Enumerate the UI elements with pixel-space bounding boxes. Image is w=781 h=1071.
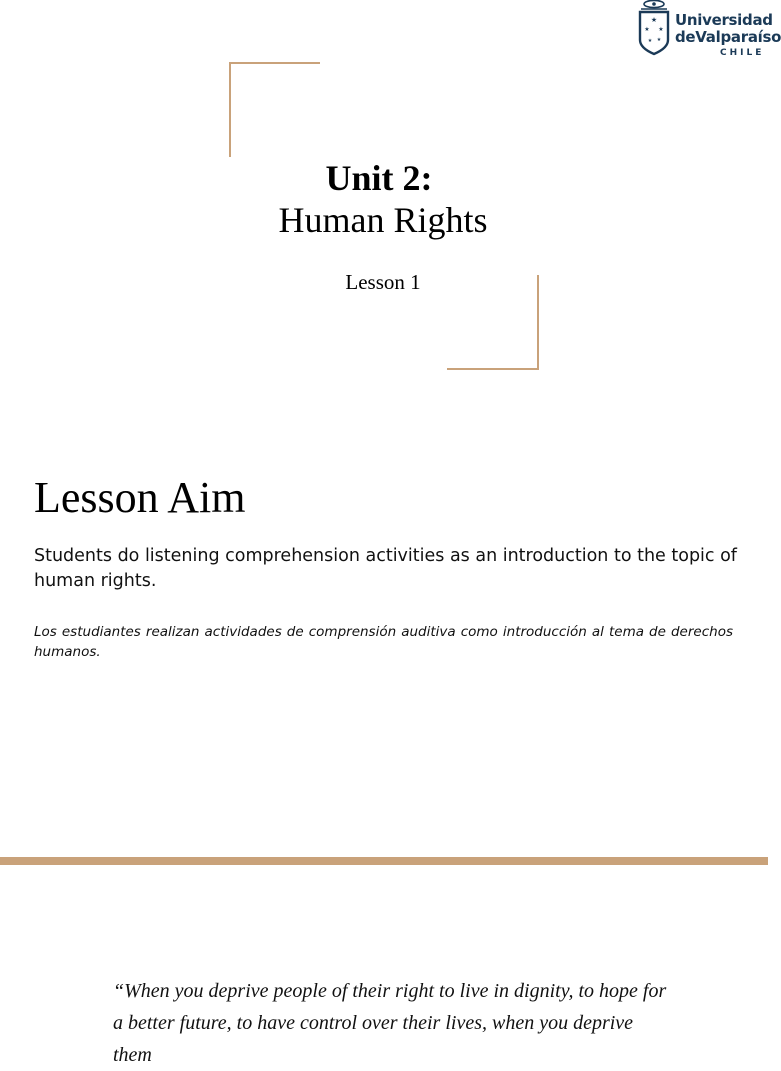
unit-topic: Human Rights	[278, 200, 488, 240]
lesson-label: Lesson 1	[345, 270, 421, 294]
svg-text:★: ★	[644, 27, 650, 33]
svg-text:★: ★	[647, 38, 653, 44]
lesson-aim-spanish: Los estudiantes realizan actividades de comprensión auditiva como introducción al tema de derechos humanos.	[34, 624, 733, 660]
section-divider	[0, 857, 768, 865]
decorative-corner-top-left	[229, 62, 320, 157]
lesson-aim-heading: Lesson Aim	[34, 473, 246, 522]
lesson-aim-english: Students do listening comprehension activities as an introduction to the topic of human rights.	[34, 546, 737, 591]
svg-text:★: ★	[658, 27, 664, 33]
svg-text:★: ★	[650, 17, 658, 24]
university-logo	[634, 0, 781, 62]
svg-text:★: ★	[656, 37, 662, 43]
shield-emblem-icon	[637, 0, 671, 56]
unit-title: Unit 2:	[325, 158, 433, 198]
logo-country: CHILE	[720, 48, 765, 58]
logo-name-line2: deValparaíso	[675, 28, 781, 46]
quote-text: “When you deprive people of their right to live in dignity, to hope for a better future, to have control over their lives, when you deprive them	[113, 980, 667, 1066]
logo-name-line1: Universidad	[675, 11, 773, 29]
